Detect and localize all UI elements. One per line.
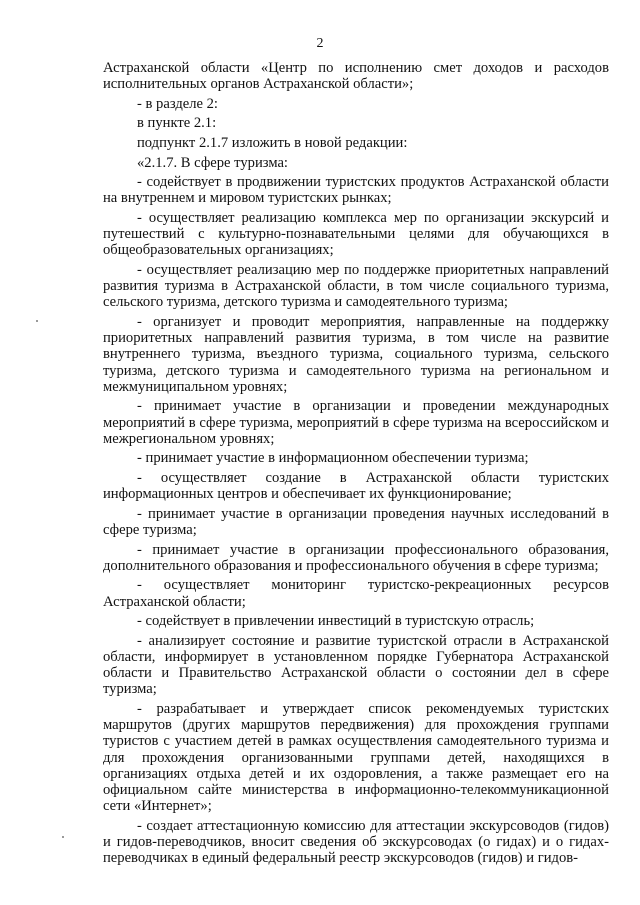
document-body	[103, 60, 609, 870]
paragraph-12: - осуществляет создание в Астраханской области туристских информационных центров и обеспечивает их функционирование;	[103, 469, 609, 503]
paragraph-9: - организует и проводит мероприятия, направленные на поддержку приоритетных направлений развития туризма, в том числе на развитие внутреннего туризма, въездного туризма, социального туризма, сельского туризма, детского туризма и самодеятельного туризма на региональном и межмуниципальном уровнях;	[103, 313, 609, 395]
paragraph-15: - осуществляет мониторинг туристско-рекреационных ресурсов Астраханской области;	[103, 577, 609, 610]
paragraph-14: - принимает участие в организации профессионального образования, дополнительного образования и профессионального обучения в сфере туризма;	[103, 541, 609, 574]
paragraph-8: - осуществляет реализацию мер по поддержке приоритетных направлений развития туризма в Астраханской области, в том числе социального туризма, сельского туризма, детского туризма и самодеятельного туризма;	[103, 261, 609, 311]
paragraph-6: - содействует в продвижении туристских продуктов Астраханской области на внутреннем и мировом туристских рынках;	[103, 174, 609, 207]
scan-speck	[36, 320, 38, 322]
page-number: 2	[316, 36, 324, 51]
paragraph-1: Астраханской области «Центр по исполнению смет доходов и расходов исполнительных органов Астраханской области»;	[103, 60, 609, 93]
paragraph-7: - осуществляет реализацию комплекса мер по организации экскурсий и путешествий с культурно-познавательными целями для обучающихся в общеобразовательных организациях;	[103, 209, 609, 259]
paragraph-13: - принимает участие в организации проведения научных исследований в сфере туризма;	[103, 505, 609, 538]
paragraph-19: - создает аттестационную комиссию для аттестации экскурсоводов (гидов) и гидов-переводчиков, вносит сведения об экскурсоводах (о гидах) и о гидах-переводчиках в единый федеральный реестр экскурсоводов (гидов) и гидов-	[103, 817, 609, 867]
paragraph-16: - содействует в привлечении инвестиций в туристскую отрасль;	[137, 613, 535, 630]
paragraph-17: - анализирует состояние и развитие туристской отрасли в Астраханской области, информирует в установленном порядке Губернатора Астраханской области и Правительство Астраханской области о состоянии дел в сфере туризма;	[103, 632, 609, 698]
paragraph-11: - принимает участие в информационном обеспечении туризма;	[137, 450, 529, 467]
paragraph-10: - принимает участие в организации и проведении международных мероприятий в сфере туризма, мероприятий в сфере туризма на всероссийском и межрегиональном уровнях;	[103, 398, 609, 447]
paragraph-2: - в разделе 2:	[137, 95, 218, 112]
paragraph-3: в пункте 2.1:	[137, 115, 217, 132]
scan-speck	[62, 836, 64, 838]
paragraph-4: подпункт 2.1.7 изложить в новой редакции:	[137, 134, 408, 151]
paragraph-5: «2.1.7. В сфере туризма:	[137, 154, 288, 171]
paragraph-18: - разрабатывает и утверждает список рекомендуемых туристских маршрутов (других маршрутов передвижения) для прохождения группами туристов с участием детей в рамках осуществления самодеятельного туризма и для прохождения организованными группами детей, находящихся в организациях отдыха детей и их оздоровления, а также размещает его на официальном сайте министерства в информационно-телекоммуникационной сети «Интернет»;	[103, 700, 609, 815]
